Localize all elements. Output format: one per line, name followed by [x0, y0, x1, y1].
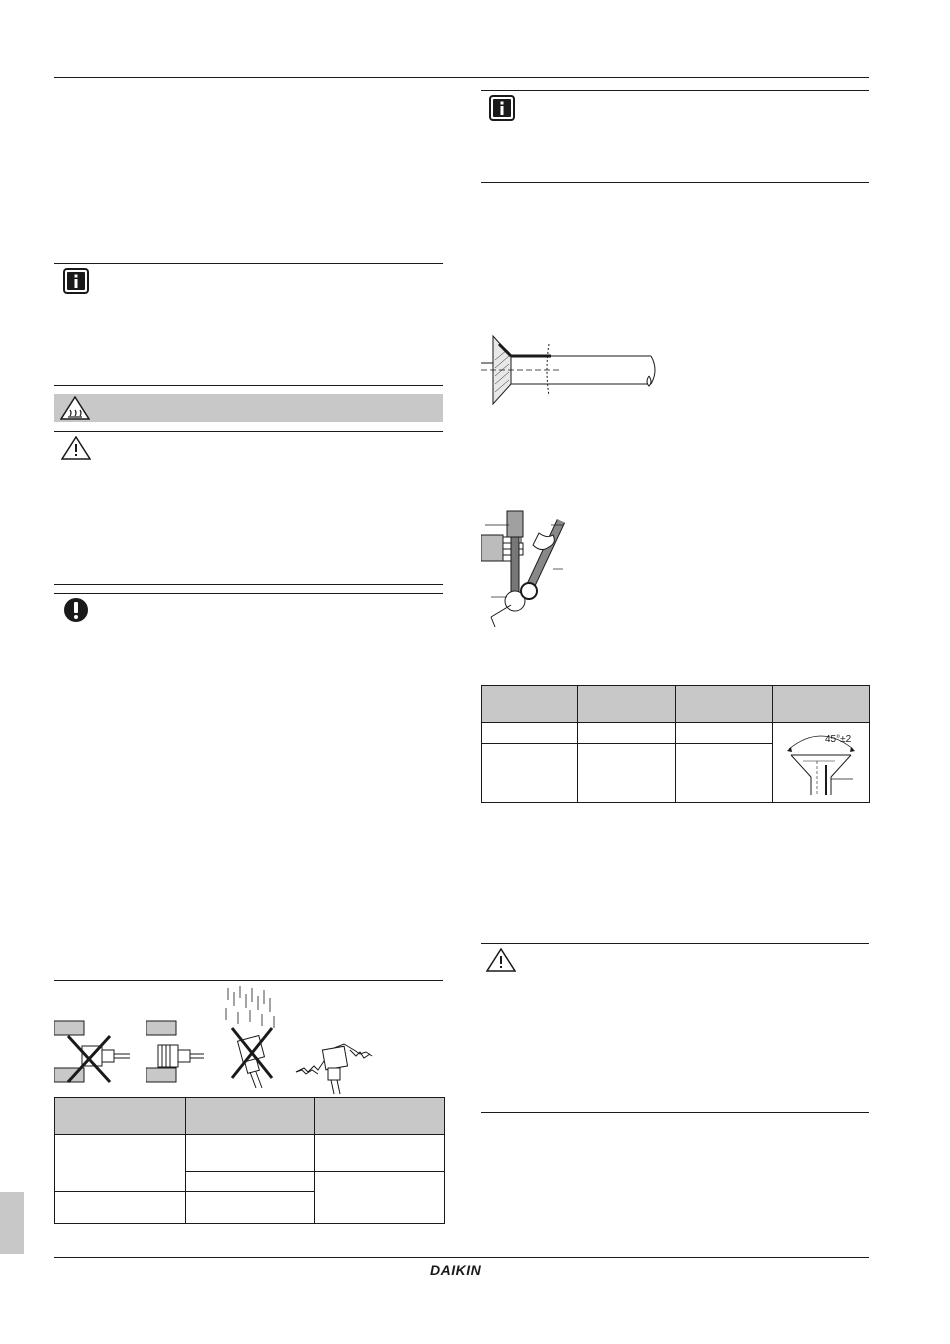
table-cell — [186, 1192, 315, 1224]
flare-illustration-rain-crossed — [220, 986, 280, 1095]
info-box-2-rule-bottom — [481, 182, 869, 183]
caution-rule-top — [54, 431, 443, 432]
table-cell — [55, 1135, 186, 1192]
page-side-tab — [0, 1192, 24, 1254]
warning-triangle-icon — [61, 436, 91, 465]
flare-illustration-tape-wrap — [294, 1030, 374, 1099]
two-wrench-tightening-illustration — [481, 505, 581, 635]
daikin-logo: DAIKIN — [430, 1262, 482, 1278]
pipe-spec-table — [54, 1097, 445, 1224]
table-cell — [482, 744, 578, 803]
table-header-cell — [482, 686, 578, 723]
table-header-cell — [315, 1098, 445, 1135]
hot-band-rule-top — [54, 385, 443, 386]
table-cell — [186, 1172, 315, 1192]
flare-dimension-table — [481, 685, 870, 803]
table-header-cell — [55, 1098, 186, 1135]
info-icon — [63, 268, 89, 299]
table-cell — [482, 723, 578, 744]
info-box-rule-top — [54, 263, 443, 264]
table-cell — [578, 723, 676, 744]
table-cell — [315, 1172, 445, 1224]
flare-illustration-wall-crossed — [54, 1018, 134, 1089]
illustration-rule-top — [54, 980, 443, 981]
notice-rule-top-b — [54, 593, 443, 594]
notice-exclamation-icon — [63, 597, 89, 628]
table-cell — [315, 1135, 445, 1172]
caution-2-rule-top — [481, 943, 869, 944]
info-icon — [489, 95, 515, 126]
footer-rule — [54, 1257, 869, 1258]
table-cell — [676, 744, 773, 803]
info-box-2-rule-top — [481, 90, 869, 91]
flare-pipe-oil-illustration — [481, 330, 666, 415]
flare-angle-label: 45°±2 — [825, 734, 852, 745]
caution-2-rule-bottom — [481, 1112, 869, 1113]
table-header-cell — [186, 1098, 315, 1135]
table-cell — [676, 723, 773, 744]
table-cell — [186, 1135, 315, 1172]
hot-surface-icon — [60, 396, 90, 425]
header-rule — [54, 77, 869, 78]
flare-angle-diagram — [783, 725, 859, 797]
hot-surface-band — [54, 394, 443, 422]
flare-angle-diagram-cell — [773, 723, 870, 803]
table-header-cell — [676, 686, 773, 723]
flare-illustration-wall-ok — [146, 1018, 206, 1089]
table-header-cell — [773, 686, 870, 723]
table-cell — [578, 744, 676, 803]
warning-triangle-icon — [486, 948, 516, 977]
table-cell — [55, 1192, 186, 1224]
notice-rule-top-a — [54, 584, 443, 585]
table-header-cell — [578, 686, 676, 723]
